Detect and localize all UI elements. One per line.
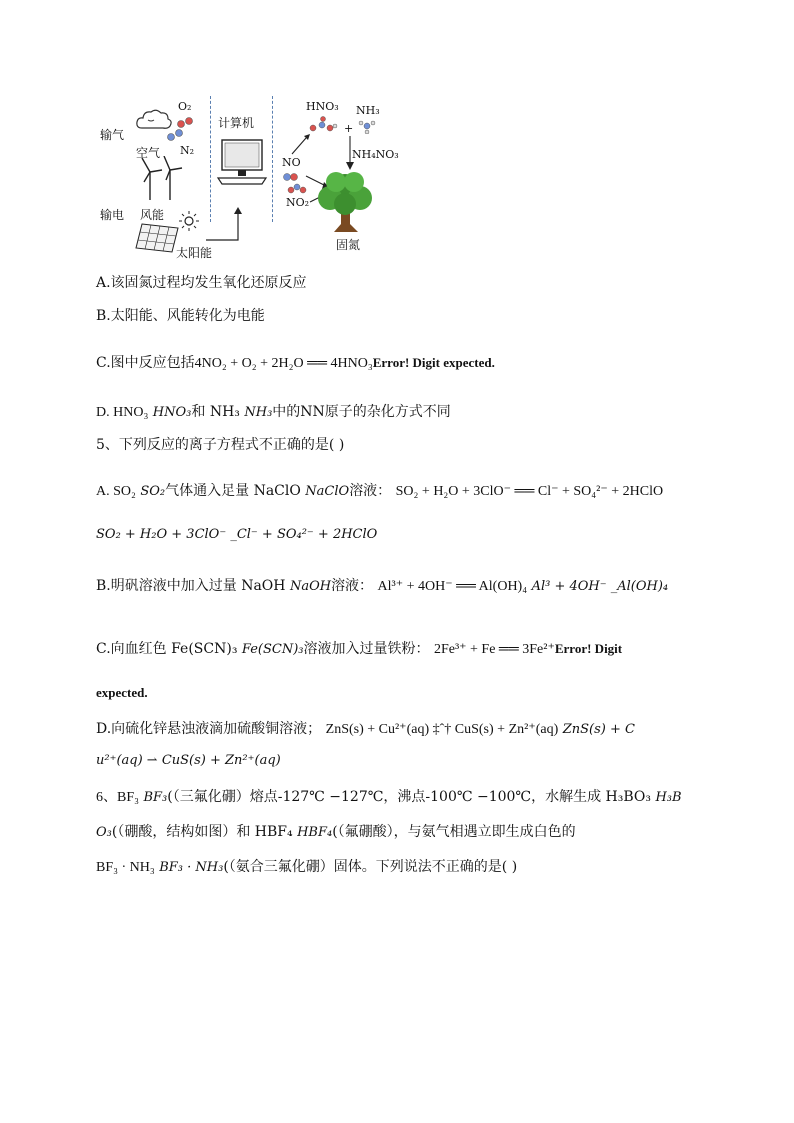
q4-c-error: Error! Digit expected. <box>372 355 495 370</box>
label-n2: N₂ <box>180 144 195 157</box>
q6-l2-ital: O₃ <box>96 825 112 840</box>
q5-option-b <box>96 575 668 595</box>
computer-icon <box>216 138 268 188</box>
q5-a-ital: SO₂ <box>140 484 166 499</box>
label-no: NO <box>282 156 301 169</box>
q4-d-part2: 和 NH₃ <box>191 404 240 420</box>
q6-l3-a: BF₃ · NH₃ <box>96 860 155 875</box>
q5-d-equation-italic1: ZnS(s) + C <box>562 722 635 737</box>
q6-l3-ital: BF₃ · NH₃ <box>159 860 224 875</box>
label-shuqi: 输气 <box>100 128 125 142</box>
o2-molecule-icon <box>176 116 198 128</box>
q6-line1 <box>96 786 682 806</box>
sun-icon <box>178 210 200 232</box>
q5-option-d <box>96 718 635 738</box>
q5-a-suffix: 溶液： <box>349 483 392 499</box>
q6-l2-ital2: HBF₄ <box>297 825 333 840</box>
q5-d-equation-italic2: u²⁺(aq) ⇀ CuS(s) + Zn²⁺(aq) <box>96 753 281 768</box>
no2-molecule-icon <box>286 182 308 196</box>
label-kongqi: 空气 <box>136 146 161 160</box>
q6-l1-ital: BF₃ <box>143 790 168 805</box>
label-hno3: HNO₃ <box>306 100 339 113</box>
q6-l1-a: 6、BF₃ <box>96 790 140 805</box>
wind-turbine-icon <box>136 156 184 200</box>
q5-a-ital2: NaClO <box>305 484 350 499</box>
label-taiyangneng: 太阳能 <box>176 246 213 260</box>
label-nh4no3: NH₄NO₃ <box>352 148 399 161</box>
q5-option-c <box>96 638 622 658</box>
q4-option-b: B.太阳能、风能转化为电能 <box>96 308 265 324</box>
q5-stem: 5、下列反应的离子方程式不正确的是( ) <box>96 437 345 453</box>
n2-molecule-icon <box>166 128 188 142</box>
label-o2: O₂ <box>178 100 192 113</box>
no-molecule-icon <box>282 172 302 182</box>
q5-b-equation: Al³⁺ + 4OH⁻ ══ Al(OH)₄ <box>377 579 528 594</box>
q5-option-a <box>96 480 663 500</box>
q4-d-ital2: NH₃ <box>244 405 273 420</box>
q5-b-prefix: B.明矾溶液中加入过量 NaOH <box>96 578 286 594</box>
label-nh3: NH₃ <box>356 104 380 117</box>
q5-b-ital: NaOH <box>289 579 332 594</box>
q4-option-d <box>96 401 451 421</box>
q4-d-part3: 中的NN原子的杂化方式不同 <box>272 404 451 420</box>
q5-b-suffix: 溶液： <box>331 578 374 594</box>
q5-c-error-cont: expected. <box>96 685 148 700</box>
solar-panel-icon <box>134 222 180 254</box>
q4-option-a: A.该固氮过程均发生氧化还原反应 <box>96 275 307 291</box>
q5-c-equation: 2Fe³⁺ + Fe ══ 3Fe²⁺ <box>433 642 555 657</box>
q5-a-equation: SO₂ + H₂O + 3ClO⁻ ══ Cl⁻ + SO₄²⁻ + 2HClO <box>395 484 664 499</box>
q6-l1-b: (（三氟化硼）熔点-127℃ −127℃，沸点-100℃ −100℃，水解生成 H₃BO₃ <box>167 789 651 805</box>
label-gudan: 固氮 <box>336 238 361 252</box>
q5-c-ital: Fe(SCN)₃ <box>241 642 304 657</box>
q5-a-equation-italic: SO₂ + H₂O + 3ClO⁻ _Cl⁻ + SO₄²⁻ + 2HClO <box>96 527 378 542</box>
q6-l1-ital2: H₃B <box>655 790 682 805</box>
q4-d-part1: D. HNO₃ <box>96 405 149 420</box>
q5-b-equation-italic: Al³ + 4OH⁻ _Al(OH)₄ <box>531 579 669 594</box>
q4-c-equation: 4NO₂ + O₂ + 2H₂O ══ 4HNO₃ <box>194 356 373 371</box>
label-shudian: 输电 <box>100 208 125 222</box>
tree-icon <box>314 168 376 234</box>
q4-option-c <box>96 352 495 372</box>
q6-line3 <box>96 856 517 876</box>
label-no2: NO₂ <box>286 196 310 209</box>
q6-line2 <box>96 821 576 841</box>
label-plus: + <box>344 122 354 135</box>
q5-d-prefix: D.向硫化锌悬浊液滴加硫酸铜溶液； <box>96 721 322 737</box>
divider-right <box>272 96 273 222</box>
q6-l3-b: (（氨合三氟化硼）固体。下列说法不正确的是( ) <box>223 859 518 875</box>
q5-a-prefix: A. SO₂ <box>96 484 136 499</box>
q6-l2-b: (（氟硼酸），与氨气相遇立即生成白色的 <box>332 824 576 840</box>
q4-c-prefix: C.图中反应包括 <box>96 355 195 371</box>
label-fengneng: 风能 <box>140 208 165 222</box>
q5-c-prefix: C.向血红色 Fe(SCN)₃ <box>96 641 238 657</box>
q6-l2-a: (（硼酸，结构如图）和 HBF₄ <box>111 824 293 840</box>
q4-d-ital1: HNO₃ <box>152 405 192 420</box>
q5-c-suffix: 溶液加入过量铁粉： <box>303 641 430 657</box>
q5-a-mid: 气体通入足量 NaClO <box>165 483 301 499</box>
label-computer: 计算机 <box>218 116 255 130</box>
divider-left <box>210 96 211 222</box>
nitrogen-fixation-figure <box>96 92 416 262</box>
q5-c-error: Error! Digit <box>554 641 623 656</box>
q5-d-equation: ZnS(s) + Cu²⁺(aq) ‡ˆ† CuS(s) + Zn²⁺(aq) <box>325 722 559 737</box>
